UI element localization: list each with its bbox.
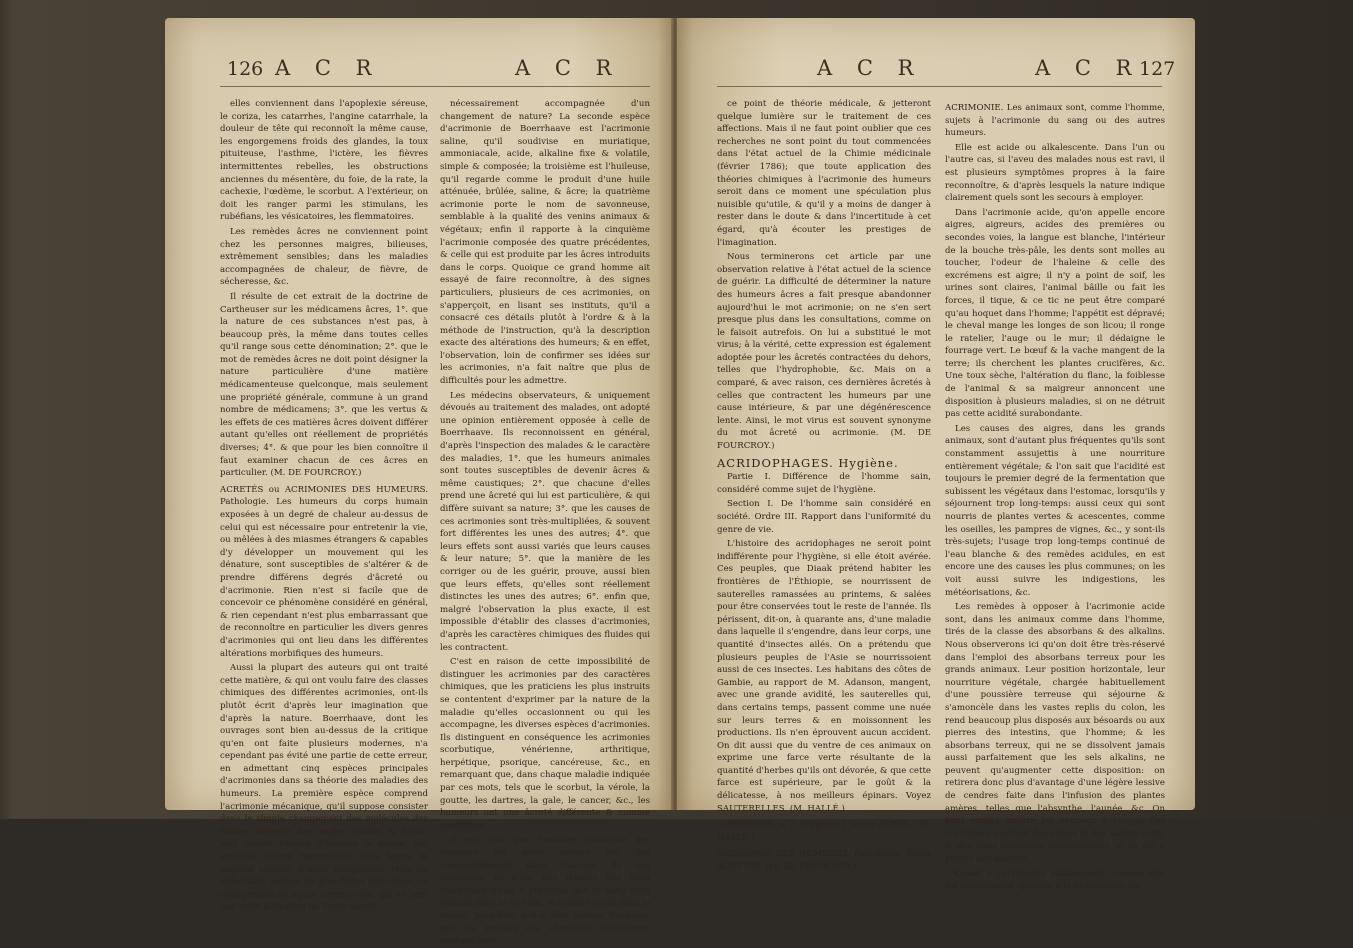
paragraph: Il résulte de cet extrait de la doctrine de Cartheuser sur les médicamens âcres, 1°. que la nature de ces substances n'est pas, à beaucoup près, la même dans toutes celles qu'il range sous cette dénomination; 2°. que le mot de remèdes âcres ne doit point désigner la nature particulière d'une matière médicamenteuse quelconque, mais seulement une propriété générale, commune à un grand nombre de médicamens; 3°. que les vertus & les effets de ces matières âcres doivent différer autant qu'elles ont réellement de propriétés diverses; 4°. & que pour les bien connoître il faut examiner chacun de ces âcres en particulier. (M. DE FOURCROY.) xyxy=(220,291,428,479)
paragraph: Les remèdes âcres ne conviennent point chez les personnes maigres, bilieuses, extrêmement sensibles; dans les maladies accompagnées de chaleur, de fièvre, de sécheresse, &c. xyxy=(220,226,428,288)
text-column-1 xyxy=(717,98,931,873)
paragraph: ACRIMONIE. Les animaux sont, comme l'homme, sujets à l'acrimonie du sang ou des autres humeurs. xyxy=(945,103,1165,139)
running-head-right: A C R xyxy=(1035,56,1141,80)
running-head-right: A C R xyxy=(515,56,621,80)
paragraph: Partie I. Différence de l'homme sain, considéré comme sujet de l'hygiène. xyxy=(717,472,931,495)
paragraph: Dans l'acrimonie acide, qu'on appelle encore aigres, aigreurs, acides des premières ou secondes voies, la langue est blanche, l'intérieur de la bouche très-pâle, les dents sont molles au toucher, l'odeur de l'haleine & celle des excrémens est aigre; il n'y a point de soif, les urines sont claires, l'animal bâille ou fait les forces, il tique, & ce tic ne peut être comparé qu'au hoquet dans l'homme; l'appétit est dépravé; le cheval mange les longes de son licou; il ronge le ratelier, l'auge ou le mur; il dédaigne le fourrage vert. Le bœuf & la vache mangent de la terre; ils cherchent les plantes crucifères, &c. Une toux sèche, l'altération du flanc, la foiblesse de l'animal & sa maigreur annoncent une disposition à plusieurs maladies, si on ne détruit pas cette acidité surabondante. xyxy=(945,207,1165,420)
paragraph: C'est en raison de cette impossibilité de distinguer les acrimonies par des caractères chimiques, que les praticiens les plus instruits se contentent d'exprimer par la nature de la maladie qu'elles occasionnent ou qui les accompagne, les diverses espèces d'acrimonies. Ils distinguent en conséquence les acrimonies scorbutique, vénérienne, arthritique, herpétique, psorique, cancéreuse, &c., en remarquant que, dans chaque maladie indiquée par ces mots, tels que le scorbut, la vérole, la goutte, les dartres, la gale, le cancer, &c., les humeurs ont une âcreté différente & comme spécifique. xyxy=(440,657,650,831)
paragraph: elles conviennent dans l'apoplexie séreuse, le coriza, les catarrhes, l'angine catarrhale, la douleur de tête qui reconnoît la même cause, les engorgemens froids des glandes, la toux pituiteuse, l'asthme, l'ictère, les fièvres intermittentes rebelles, les obstructions anciennes du mésentère, du foie, de la rate, la cachexie, l'œdème, le scorbut. A l'extérieur, on doit les ranger parmi les stimulans, les rubéfians, les vésicatoires, les flemmatoires. xyxy=(220,99,428,223)
entry-heading-paragraph: ACRETÉS ou ACRIMONIES DES HUMEURS. Pathologie. Les humeurs du corps humain exposées à un degré de chaleur au-dessus de celui qui est nécessaire pour entretenir la vie, ou mêlées à des miasmes étrangers & capables d'y développer un mouvement qui les dénature, sont susceptibles de s'altérer & de prendre différens degrés d'âcreté ou d'acrimonie. Rien n'est si facile que de concevoir ce phénomène considéré en général, & rien cependant n'est plus embarrassant que de reconnoître en particulier les divers genres d'acrimonies qui ont lieu dans les différentes altérations morbifiques des humeurs. xyxy=(220,484,428,659)
text-column-2 xyxy=(440,98,650,947)
paragraph: Quant à l'acrimonie alkalescente, comme elle est entièrement opposée à la précédente, les xyxy=(945,868,1165,892)
entry-heading: ACRIDOPHAGES. Hygiène. xyxy=(717,455,899,470)
paragraph: Section I. De l'homme sain considéré en société. Ordre III. Rapport dans l'uniformité du genre de vie. xyxy=(717,499,931,535)
text-column-1 xyxy=(220,98,428,913)
text-column-2 xyxy=(945,98,1165,892)
header-rule xyxy=(717,86,1162,87)
running-head-left: A C R xyxy=(275,56,381,80)
paragraph: Nous terminerons cet article par une observation relative à l'état actuel de la science de guérir. La difficulté de déterminer la nature des humeurs âcres a fait presque abandonner aujourd'hui le mot acrimonie; on ne s'en sert presque plus dans les consultations, comme on le faisoit autrefois. On lui a substitué le mot virus; à la vérité, cette expression est également adoptée pour les âcretés contractées du dehors, telles que l'hydrophobie, &c. Mais on a comparé, & avec raison, ces dernières âcretés à celles que contractent les humeurs par une cause intérieure, & par une dégénérescence lente. Ainsi, le mot virus est souvent synonyme du mot âcreté ou acrimonie. (M. DE FOURCROY.) xyxy=(717,252,931,452)
paragraph: L'histoire des acridophages ne seroit point indifférente pour l'hygiène, si elle étoit avérée. Ces peuples, que Diaak prétend habiter les frontières de l'Éthiopie, se nourrissent de sauterelles ramassées au printems, & salées pour être conservées tout le reste de l'année. Ils périssent, dit-on, à quarante ans, d'une maladie dans laquelle il s'engendre, dans leur corps, une quantité d'insectes ailés. On a prétendu que plusieurs peuples de l'Asie se nourrissoient aussi de ces insectes. Les habitans des côtes de Gambie, au rapport de M. Adanson, mangent, avec une grande avidité, les sauterelles qui, dans certains temps, passent comme une nuée sur leurs terres & en moissonnent les productions. Ils n'en éprouvent aucun accident. On dit aussi que du ventre de ces animaux on exprime une farce verte résultante de la quantité d'herbes qu'ils ont dévorée, & que cette farce est supérieure, par le goût & la délicatesse, à nos meilleurs épinars. Voyez SAUTERELLES. (M. HALLÉ.) xyxy=(717,539,931,814)
page-number: 126 xyxy=(227,58,264,80)
header-rule xyxy=(220,86,650,87)
paragraph: nécessairement accompagnée d'un changement de nature? La seconde espèce d'acrimonie de Boerrhaave est l'acrimonie saline, qu'il soudivise en muriatique, ammoniacale, acide, alkaline fixe & volatile, simple & composée; la troisième est l'huileuse, qu'il regarde comme le produit d'une huile atténuée, brûlée, saline, & âcre; la quatrième acrimonie porte le nom de savonneuse, semblable à la qualité des venins animaux & végétaux; enfin il rapporte à la cinquième l'acrimonie composée des quatre précédentes, & celle qui est produite par les âcres introduits dans le corps. Quoique ce grand homme ait essayé de faire reconnoître, à des signes particuliers, plusieurs de ces acrimonies, on s'apperçoit, en lisant ses instituts, qu'il a consacré ces détails plutôt à l'ordre & à la méthode de l'instruction, qu'à la description exacte des altérations des humeurs; & en effet, l'observation, loin de confirmer ses idées sur les acrimonies, n'a fait naître que plus de difficultés pour les admettre. xyxy=(440,99,650,387)
paragraph: Les causes des aigres, dans les grands animaux, sont d'autant plus fréquentes qu'ils sont constamment assujettis à une nourriture entièrement végétale; & l'on sait que l'acidité est toujours le premier degré de la fermentation que subissent les végétaux dans l'estomac, lorsqu'ils y séjournent trop long-temps: aussi ceux qui sont nourris de plantes vertes & acescentes, comme les oseilles, les pampres de vignes, &c., y sont-ils très-sujets; l'usage trop long-temps continué de l'eau blanche & des remèdes acidules, en est encore une des causes les plus communes; on les voit aussi suivre les indigestions, les météorisations, &c. xyxy=(945,423,1165,598)
paragraph: Elle est acide ou alkalescente. Dans l'un ou l'autre cas, si l'aveu des malades nous est ravi, il est plusieurs symptômes propres à la faire reconnoître, & d'après lesquels la nature indique clairement quels sont les secours à employer. xyxy=(945,142,1165,204)
page-number: 127 xyxy=(1139,58,1176,80)
cross-reference: ACRIMONIE DES HUMEURS. Pathologie. Voyez ACRETÉS. (M. DE FOURCROY.) xyxy=(717,849,931,873)
paragraph: Aussi la plupart des auteurs qui ont traité cette matière, & qui ont voulu faire des classes chimiques des différentes acrimonies, ont-ils plutôt écrit d'après leur imagination que d'après la nature. Boerrhaave, dont les ouvrages sont bien au-dessus de la critique qu'en ont faite plusieurs modernes, n'a cependant pas évité une partie de cette erreur, en admettant cinq espèces principales d'acrimonies dans sa théorie des maladies des humeurs. La première espèce comprend l'acrimonie mécanique, qu'il suppose consister dans le simple changement des molécules des fluides devenus des angles solides & aigus, leur nature restant d'ailleurs la même, ubi omnibus iisdem manentibus, sola figura in angulos solidos, acutos, componitur. Mais en admettant, malgré les plus fortes objections, ce changement de figure comme réel, qui ne sent que cette altération de forme seroit xyxy=(220,663,428,913)
right-page xyxy=(677,18,1195,892)
paragraph: Les remèdes à opposer à l'acrimonie acide sont, dans les animaux comme dans l'homme, tirés de la classe des absorbans & des alkalins. Nous observerons ici qu'on doit être très-réservé dans l'emploi des absorbans terreux pour les grands animaux. Leur position horizontale, leur nourriture végétale, chargée habituellement d'une poussière terreuse qui séjourne & s'amoncèle dans les vastes replis du colon, les rend beaucoup plus disposés aux bésoards ou aux pierres des intestins, que l'homme; & les absorbans terreux, qui ne se dissolvent jamais aussi parfaitement que les sels alkalins, ne peuvent qu'augmenter cette disposition: on retirera donc plus d'avantage d'une légère lessive de cendres faite dans l'infusion des plantes amères, telles que l'absynthe, l'aunée, &c. On peut encore mettre les animaux à l'usage des crucifères, sur-tout des choux & des navets cuits, & des eaux minérales ferrugineuses, si on est à portée des sources. xyxy=(945,602,1165,865)
paragraph: Les médecins observateurs, & uniquement dévoués au traitement des malades, ont adopté une opinion entièrement opposée à celle de Boerrhaave. Ils reconnoissent en général, d'après l'inspection des malades & le caractère des maladies, 1°. que les humeurs animales sont toutes susceptibles de devenir âcres & même caustiques; 2°. que chacune d'elles prend une âcreté qui lui est particulière, & qui diffère suivant sa nature; 3°. que les causes de ces acrimonies sont très-multipliées, & souvent fort différentes les unes des autres; 4°. que leurs effets sont aussi variés que leurs causes & leur nature; 5°. que la manière de les corriger ou de les guérir, prouve, aussi bien que leurs effets, qu'elles sont réellement distinctes les unes des autres; 6°. enfin que, malgré l'observation la plus exacte, il est impossible d'établir des classes d'acrimonies, d'après les caractères chimiques des fluides qui les contractent. xyxy=(440,390,650,653)
paragraph: Il est vrai que l'examen chimique des humeurs n'a point encore été fait convenablement dans chacune de ces affections; ce n'est que d'après des vues théoriques qu'on a prétendu que le sang étoit putride dans le scorbut, la lymphe acide dans la vérole; peut-être doit-il être permis d'espérer que les travaux des chimistes éclairciront quelque jour xyxy=(440,835,650,947)
running-head-left: A C R xyxy=(817,56,923,80)
cross-reference: ACRIMONIE. s. f. (Hygiène.) Voyez ACRES. (M. HALLÉ.) xyxy=(717,820,931,843)
left-page xyxy=(165,18,673,947)
paragraph: ce point de théorie médicale, & jetteront quelque lumière sur le traitement de ces affections. Mais il ne faut point oublier que ces recherches ne sont point du tout commencées dans l'état actuel de la Chimie médicinale (février 1786); que toute application des théories chimiques à l'acrimonie des humeurs seroit dans ce moment une spéculation plus nuisible qu'utile, & qu'il y a moins de danger à rester dans le doute & dans l'incertitude à cet égard, qu'à écouter les prestiges de l'imagination. xyxy=(717,99,931,248)
